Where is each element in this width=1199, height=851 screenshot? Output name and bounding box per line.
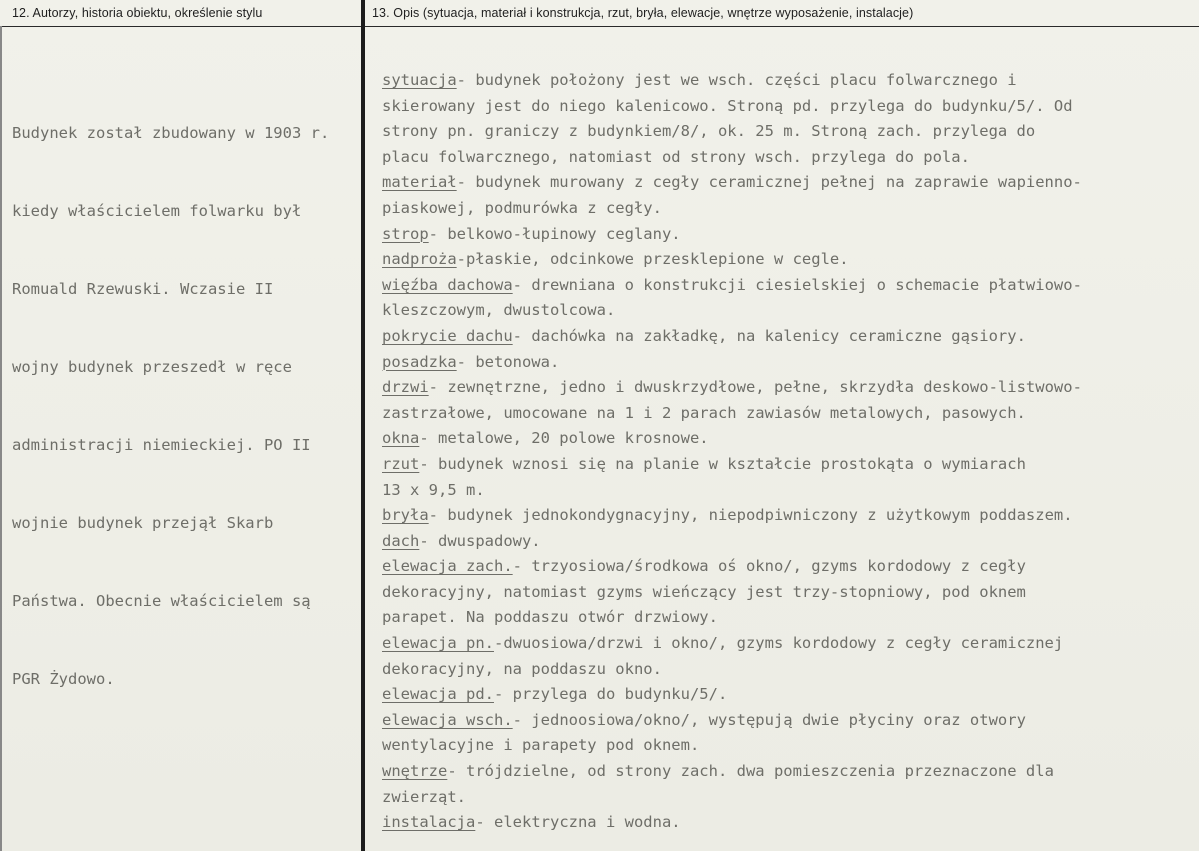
description-term: nadproża bbox=[382, 250, 457, 269]
description-line bbox=[382, 426, 1194, 452]
history-line: administracji niemieckiej. PO II bbox=[12, 436, 311, 454]
history-line: Romuald Rzewuski. Wczasie II bbox=[12, 280, 274, 298]
description-body: placu folwarcznego, natomiast od strony wsch. przylega do pola. bbox=[382, 147, 970, 166]
description-term: materiał bbox=[382, 173, 457, 192]
description-body: - metalowe, 20 polowe krosnowe. bbox=[419, 429, 709, 448]
description-line bbox=[382, 554, 1194, 580]
description-line bbox=[382, 119, 1194, 145]
description-body: skierowany jest do niego kalenicowo. Stroną pd. przylega do budynku/5/. Od bbox=[382, 96, 1073, 115]
description-term: dach bbox=[382, 531, 420, 550]
description-line bbox=[382, 657, 1194, 683]
history-line: wojnie budynek przejął Skarb bbox=[12, 514, 274, 532]
description-line bbox=[382, 196, 1194, 222]
description-line bbox=[382, 708, 1194, 734]
description-line bbox=[382, 580, 1194, 606]
description-line bbox=[382, 350, 1194, 376]
description-body: - zewnętrzne, jedno i dwuskrzydłowe, pełne, skrzydła deskowo-listwowo- bbox=[428, 378, 1082, 397]
description-body: - drewniana o konstrukcji ciesielskiej o schemacie płatwiowo- bbox=[512, 275, 1082, 294]
description-body: - trójdzielne, od strony zach. dwa pomieszczenia przeznaczone dla bbox=[447, 762, 1054, 781]
description-line bbox=[382, 375, 1194, 401]
description-body: - dachówka na zakładkę, na kalenicy ceramiczne gąsiory. bbox=[512, 326, 1026, 345]
history-line: PGR Żydowo. bbox=[12, 670, 115, 688]
description-line bbox=[382, 401, 1194, 427]
description-term: posadzka bbox=[382, 352, 457, 371]
description-body: - budynek jednokondygnacyjny, niepodpiwniczony z użytkowym poddaszem. bbox=[428, 506, 1073, 525]
description-body: -płaskie, odcinkowe przesklepione w cegle. bbox=[456, 250, 849, 269]
history-line: Budynek został zbudowany w 1903 r. bbox=[12, 124, 330, 142]
description-term: pokrycie dachu bbox=[382, 326, 513, 345]
description-body: 13 x 9,5 m. bbox=[382, 480, 485, 499]
description-body: strony pn. graniczy z budynkiem/8/, ok. 25 m. Stroną zach. przylega do bbox=[382, 122, 1036, 141]
description-line bbox=[382, 452, 1194, 478]
description-body: - przylega do budynku/5/. bbox=[493, 685, 728, 704]
history-text bbox=[12, 68, 360, 744]
description-line bbox=[382, 273, 1194, 299]
description-term: drzwi bbox=[382, 378, 429, 397]
description-term: elewacja pd. bbox=[382, 685, 494, 704]
left-edge-rule bbox=[0, 26, 2, 851]
description-term: bryła bbox=[382, 506, 429, 525]
description-line bbox=[382, 759, 1194, 785]
description-body: parapet. Na poddaszu otwór drzwiowy. bbox=[382, 608, 718, 627]
description-line bbox=[382, 785, 1194, 811]
description-body: - betonowa. bbox=[456, 352, 560, 371]
description-body: - budynek murowany z cegły ceramicznej pełnej na zaprawie wapienno- bbox=[456, 173, 1082, 192]
description-term: elewacja pn. bbox=[382, 634, 494, 653]
description-line bbox=[382, 170, 1194, 196]
description-line bbox=[382, 682, 1194, 708]
description-body: - dwuspadowy. bbox=[419, 531, 541, 550]
description-term: wnętrze bbox=[382, 762, 448, 781]
description-line bbox=[382, 503, 1194, 529]
description-term: sytuacja bbox=[382, 71, 457, 89]
description-line bbox=[382, 605, 1194, 631]
description-line bbox=[382, 324, 1194, 350]
description-line bbox=[382, 94, 1194, 120]
description-body: kleszczowym, dwustolcowa. bbox=[382, 301, 616, 320]
description-term: strop bbox=[382, 224, 429, 243]
description-line bbox=[382, 529, 1194, 555]
description-line bbox=[382, 733, 1194, 759]
description-term: elewacja zach. bbox=[382, 557, 513, 576]
section-12-header: 12. Autorzy, historia obiektu, określenie stylu bbox=[12, 6, 263, 20]
header-rule bbox=[0, 26, 1199, 27]
description-body: wentylacyjne i parapety pod oknem. bbox=[382, 736, 700, 755]
description-line bbox=[382, 478, 1194, 504]
description-term: instalacja bbox=[382, 813, 476, 832]
description-text bbox=[382, 68, 1194, 836]
description-line bbox=[382, 247, 1194, 273]
description-body: dekoracyjny, natomiast gzyms wieńczący jest trzy-stopniowy, pod oknem bbox=[382, 582, 1026, 601]
description-body: - budynek położony jest we wsch. części placu folwarcznego i bbox=[456, 71, 1017, 89]
history-line: wojny budynek przeszedł w ręce bbox=[12, 358, 292, 376]
column-divider bbox=[361, 0, 365, 851]
description-term: więźba dachowa bbox=[382, 275, 513, 294]
description-body: dekoracyjny, na poddaszu okno. bbox=[382, 659, 662, 678]
description-term: rzut bbox=[382, 454, 420, 473]
description-line bbox=[382, 810, 1194, 836]
description-body: - jednoosiowa/okno/, występują dwie płyciny oraz otwory bbox=[512, 710, 1026, 729]
description-body: - trzyosiowa/środkowa oś okno/, gzyms kordodowy z cegły bbox=[512, 557, 1026, 576]
description-line bbox=[382, 145, 1194, 171]
history-line: kiedy właścicielem folwarku był bbox=[12, 202, 302, 220]
description-line bbox=[382, 298, 1194, 324]
description-line bbox=[382, 222, 1194, 248]
description-line bbox=[382, 68, 1194, 94]
description-term: okna bbox=[382, 429, 420, 448]
description-body: -dwuosiowa/drzwi i okno/, gzyms kordodowy z cegły ceramicznej bbox=[493, 634, 1064, 653]
section-13-header: 13. Opis (sytuacja, materiał i konstrukcja, rzut, bryła, elewacje, wnętrze wyposażenie, instalacje) bbox=[372, 6, 914, 20]
description-body: zwierząt. bbox=[382, 787, 466, 806]
description-body: - elektryczna i wodna. bbox=[475, 813, 681, 832]
description-term: elewacja wsch. bbox=[382, 710, 513, 729]
description-body: zastrzałowe, umocowane na 1 i 2 parach zawiasów metalowych, pasowych. bbox=[382, 403, 1026, 422]
description-body: - budynek wznosi się na planie w kształcie prostokąta o wymiarach bbox=[419, 454, 1026, 473]
description-line bbox=[382, 631, 1194, 657]
history-line: Państwa. Obecnie właścicielem są bbox=[12, 592, 311, 610]
description-body: - belkowo-łupinowy ceglany. bbox=[428, 224, 681, 243]
description-body: piaskowej, podmurówka z cegły. bbox=[382, 198, 662, 217]
